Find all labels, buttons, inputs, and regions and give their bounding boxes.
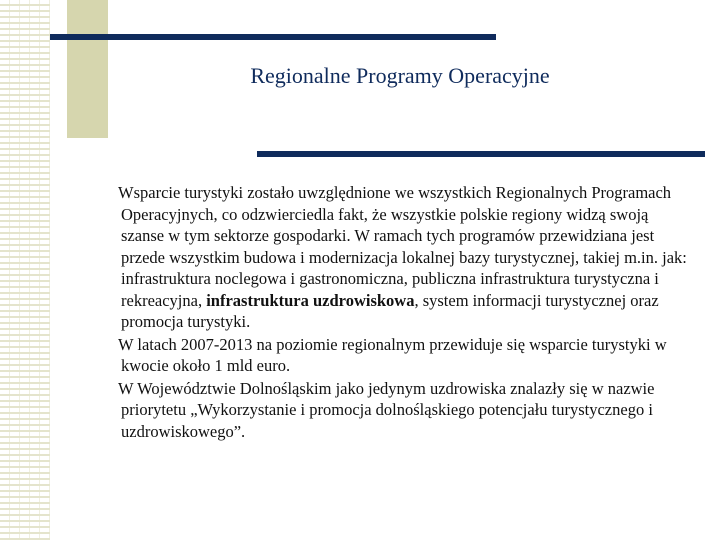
decorative-top-bar bbox=[50, 34, 496, 40]
slide-body bbox=[112, 182, 692, 442]
decorative-olive-block bbox=[67, 0, 108, 138]
paragraph-text: , system informacji turystycznej oraz promocja turystyki. bbox=[121, 290, 659, 331]
decorative-bottom-bar bbox=[257, 151, 705, 157]
decorative-stripes bbox=[0, 0, 50, 540]
paragraph-tourism-support bbox=[112, 182, 692, 333]
paragraph-lower-silesia: W Województwie Dolnośląskim jako jedynym uzdrowiska znalazły się w nazwie priorytetu „Wykorzystanie i promocja dolnośląskiego potencjału turystycznego i uzdrowiskowego”. bbox=[118, 378, 655, 441]
paragraph-text: Wsparcie turystyki zostało uwzględnione we wszystkich Regionalnych Programach Operacyjnych, co odzwierciedla fakt, że wszystkie polskie regiony widzą swoją szanse w tym sektorze gospodarki. W ramach tych programów przewidziana jest przede wszystkim budowa i modernizacja lokalnej bazy turystycznej, takiej m.in. jak: infrastruktura noclegowa i gastronomiczna, publiczna infrastruktura turystyczna i rekreacyjna, bbox=[118, 183, 687, 310]
paragraph-funding: W latach 2007-2013 na poziomie regionalnym przewiduje się wsparcie turystyki w kwocie około 1 mld euro. bbox=[118, 334, 667, 375]
slide-title: Regionalne Programy Operacyjne bbox=[250, 63, 550, 88]
bold-phrase: infrastruktura uzdrowiskowa bbox=[206, 290, 415, 310]
